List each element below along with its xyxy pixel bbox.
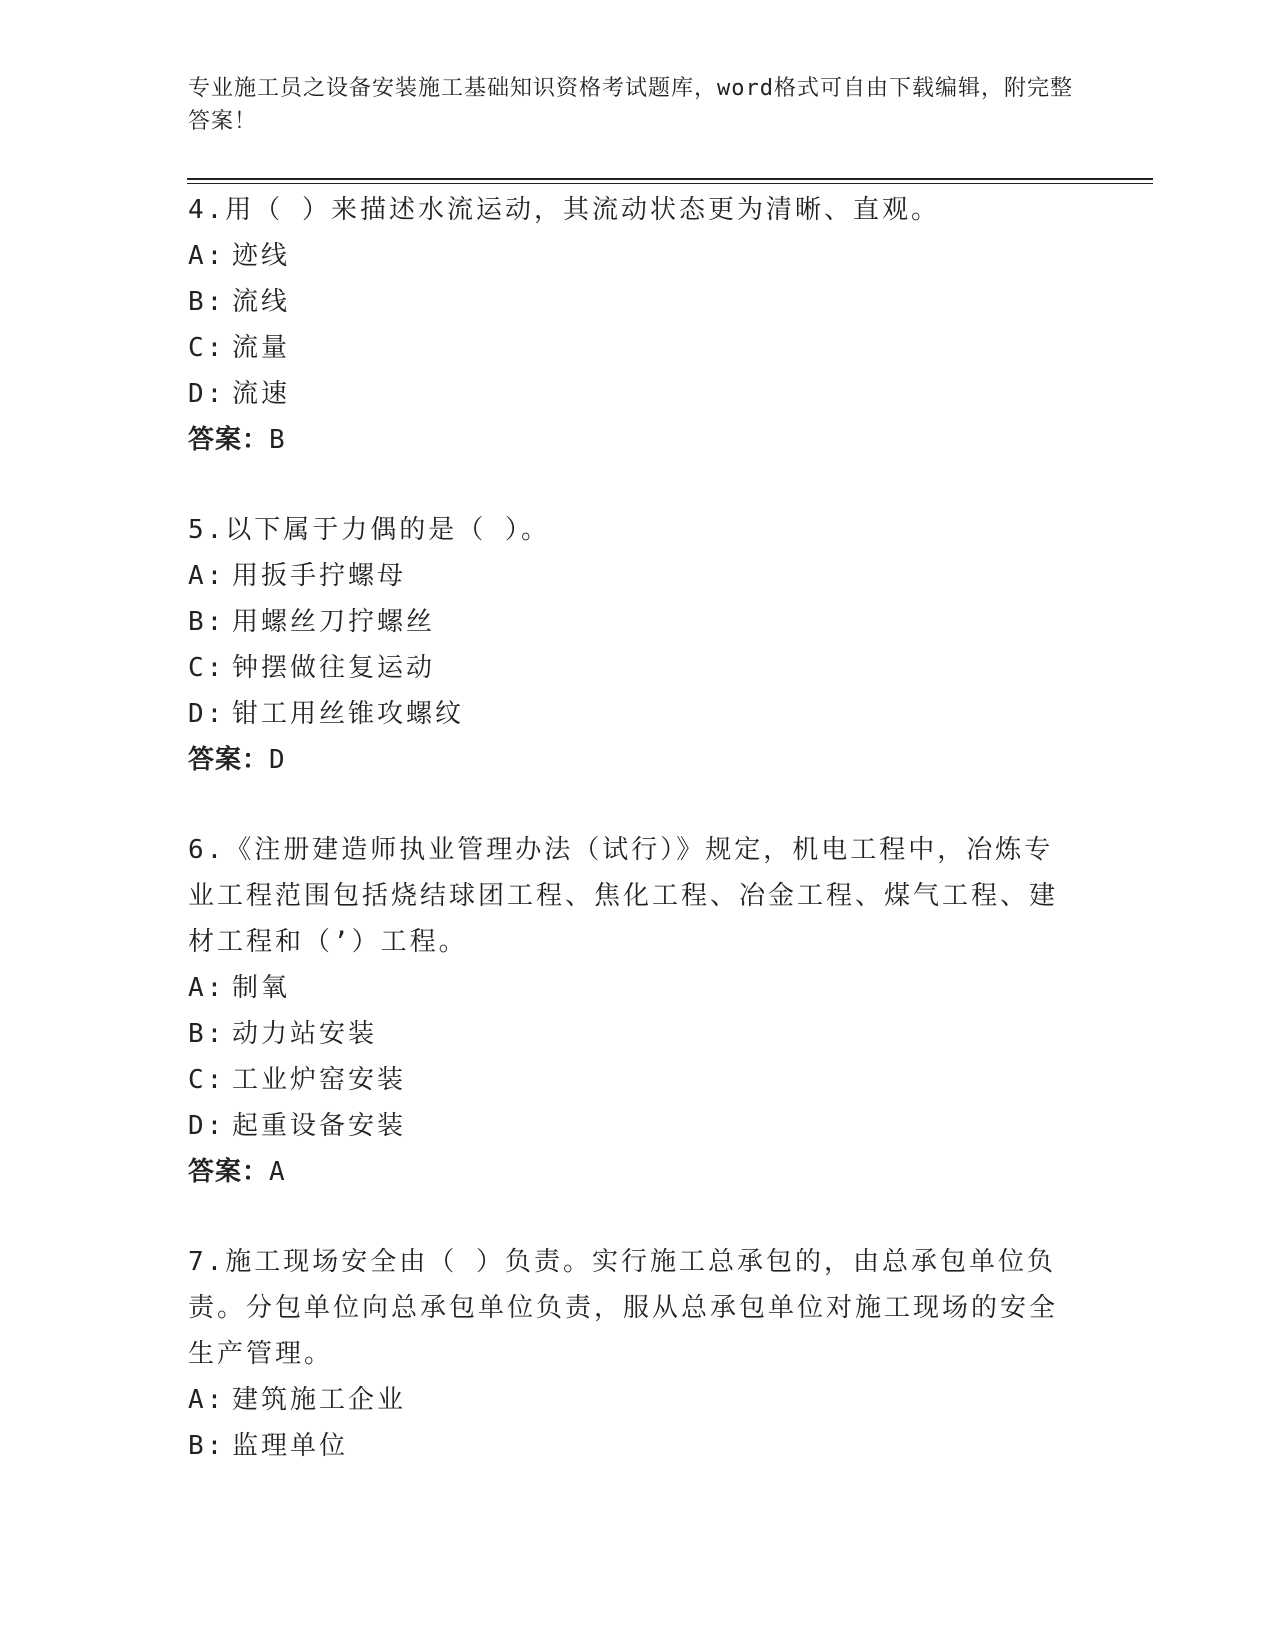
question-stem: 6.《注册建造师执业管理办法（试行）》规定，机电工程中，冶炼专业工程范围包括烧结球团工程、焦化工程、冶金工程、煤气工程、建材工程和（’）工程。 [188,835,1059,957]
answer-line [188,417,1088,463]
option-c [188,1057,1088,1103]
option-text: 迹线 [232,241,291,271]
answer-label: 答案： [188,425,270,455]
option-text: 钳工用丝锥攻螺纹 [232,699,465,729]
option-text: 建筑施工企业 [232,1385,407,1415]
option-key: A: [188,561,226,591]
option-text: 用螺丝刀拧螺丝 [232,607,436,637]
option-c [188,325,1088,371]
question-6 [188,827,1088,1195]
header-divider-thick [187,178,1153,180]
answer-label: 答案： [188,1157,270,1187]
option-text: 动力站安装 [232,1019,378,1049]
question-stem: 5.以下属于力偶的是（ ）。 [188,515,550,545]
option-c [188,645,1088,691]
option-key: D: [188,699,226,729]
option-text: 制氧 [232,973,291,1003]
option-a [188,553,1088,599]
option-text: 用扳手拧螺母 [232,561,407,591]
option-b [188,1011,1088,1057]
option-key: D: [188,1111,226,1141]
option-key: B: [188,1019,226,1049]
option-d [188,371,1088,417]
answer-line [188,1149,1088,1195]
option-a [188,233,1088,279]
question-7 [188,1239,1088,1469]
option-text: 起重设备安装 [232,1111,407,1141]
option-b [188,1423,1088,1469]
option-text: 流量 [232,333,291,363]
option-text: 流速 [232,379,291,409]
option-b [188,599,1088,645]
answer-line [188,737,1088,783]
option-key: C: [188,653,226,683]
option-a [188,965,1088,1011]
option-a [188,1377,1088,1423]
option-key: D: [188,379,226,409]
option-key: A: [188,241,226,271]
option-key: A: [188,973,226,1003]
option-text: 钟摆做往复运动 [232,653,436,683]
question-stem: 4.用（ ）来描述水流运动，其流动状态更为清晰、直观。 [188,195,940,225]
document-header: 专业施工员之设备安装施工基础知识资格考试题库，word格式可自由下载编辑，附完整答案！ [188,76,1073,134]
option-text: 监理单位 [232,1431,349,1461]
option-d [188,1103,1088,1149]
header-divider-thin [187,183,1153,184]
option-key: A: [188,1385,226,1415]
option-key: B: [188,607,226,637]
answer-label: 答案： [188,745,270,775]
answer-value: D [269,745,286,775]
option-b [188,279,1088,325]
question-stem: 7.施工现场安全由（ ）负责。实行施工总承包的，由总承包单位负责。分包单位向总承包单位负责，服从总承包单位对施工现场的安全生产管理。 [188,1247,1059,1369]
question-5 [188,507,1088,783]
answer-value: B [269,425,286,455]
question-list [188,187,1088,1513]
answer-value: A [269,1157,286,1187]
option-text: 流线 [232,287,291,317]
option-key: C: [188,333,226,363]
option-key: B: [188,287,226,317]
option-key: C: [188,1065,226,1095]
option-key: B: [188,1431,226,1461]
question-4 [188,187,1088,463]
option-d [188,691,1088,737]
option-text: 工业炉窑安装 [232,1065,407,1095]
